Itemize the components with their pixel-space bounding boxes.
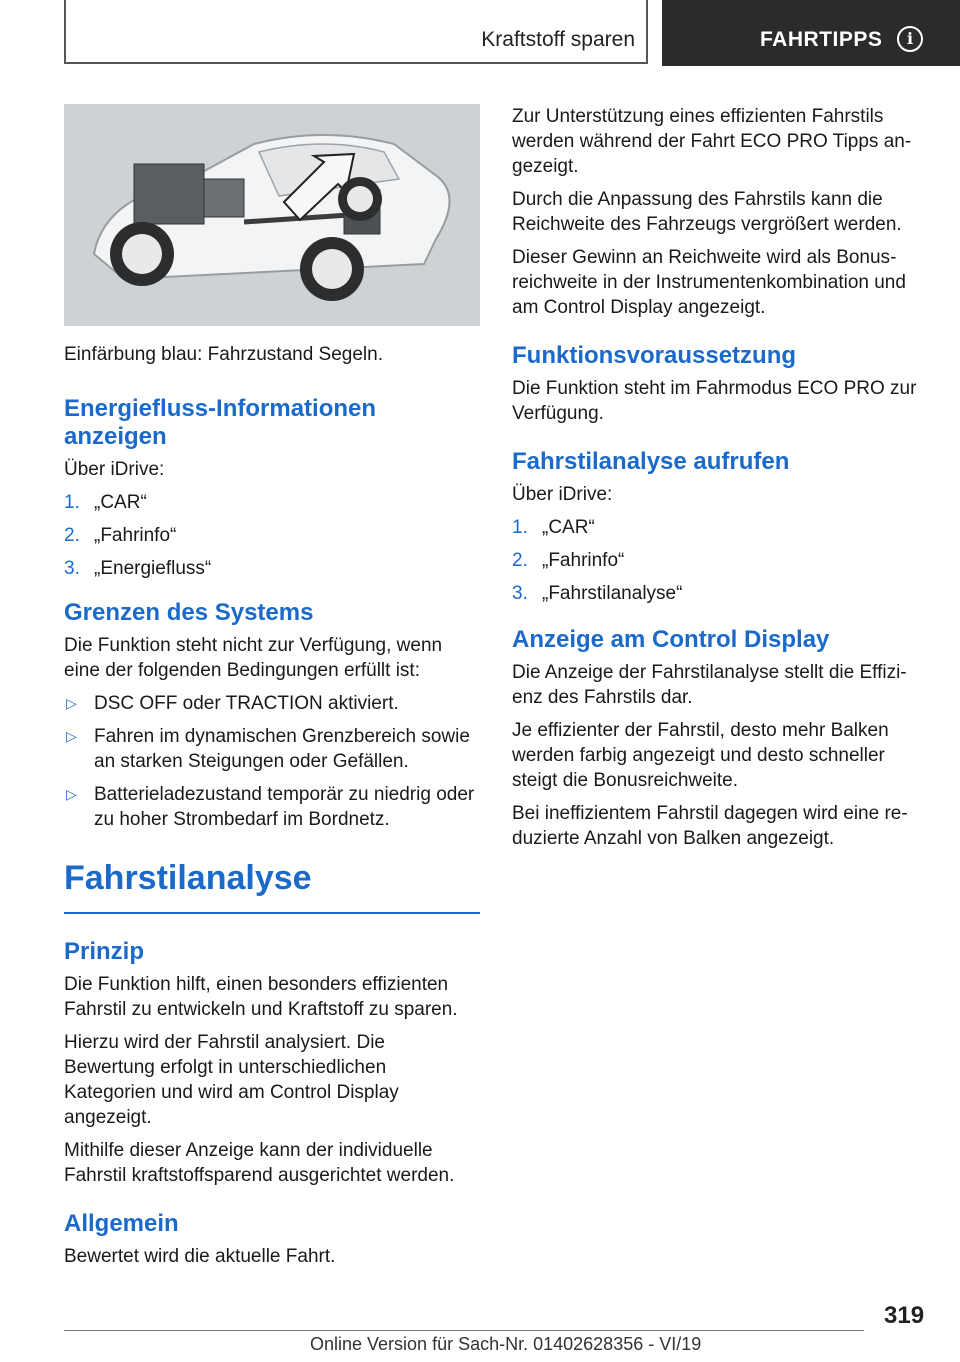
list-item [64,724,480,774]
step-number: 3. [64,558,80,579]
footer-divider [64,1330,864,1331]
energy-steps [64,490,480,581]
step-text: „CAR“ [542,517,595,538]
requirements-p1: Die Funktion steht im Fahrmodus ECO PRO zur Verfügung. [512,378,917,424]
intro-p2: Durch die Anpassung des Fahrstils kann die Reichweite des Fahrzeugs vergrößert werden. [512,189,902,235]
energy-heading: Energiefluss-Informationen anzeigen [64,395,377,450]
info-icon: i [897,26,923,52]
step-text: „Fahrinfo“ [94,525,177,546]
footer-text: Online Version für Sach-Nr. 01402628356 - VI/19 [310,1334,702,1354]
step-number: 2. [512,550,528,571]
principle-p3: Mithilfe dieser Anzeige kann der individuelle Fahrstil kraftstoffsparend ausgerichtet werden. [64,1140,455,1186]
call-steps [512,515,924,606]
list-item [512,581,924,606]
step-text: „CAR“ [94,492,147,513]
list-item [512,548,924,573]
main-heading-block [64,858,480,914]
principle-p2: Hierzu wird der Fahrstil analysiert. Die Bewertung erfolgt in unterschiedlichen Kategorien und wird am Control Display angezeigt. [64,1032,399,1128]
bullet-text: Fahren im dynamischen Grenzbereich sowie an starken Steigungen oder Gefällen. [94,726,470,772]
chapter-bar [662,0,960,66]
list-item [64,691,480,716]
step-number: 2. [64,525,80,546]
left-column [64,104,480,1277]
call-intro: Über iDrive: [512,484,613,505]
list-item [64,490,480,515]
limits-intro: Die Funktion steht nicht zur Verfügung, wenn eine der folgenden Bedingungen erfüllt ist: [64,635,443,681]
image-caption: Einfärbung blau: Fahrzustand Segeln. [64,344,383,365]
limits-bullets [64,691,480,832]
display-p2: Je effizienter der Fahrstil, desto mehr Balken werden farbig angezeigt und desto schneller steigt die Bonusreichweite. [512,720,889,791]
chapter-title: FAHRTIPPS [760,28,883,51]
display-p1: Die Anzeige der Fahrstilanalyse stellt die Effizienz des Fahrstils dar. [512,662,907,708]
page-header [0,0,960,66]
step-text: „Fahrstilanalyse“ [542,583,683,604]
main-heading: Fahrstilanalyse [64,859,312,897]
triangle-bullet-icon: ▷ [66,786,77,802]
bullet-text: DSC OFF oder TRACTION aktiviert. [94,693,399,714]
section-title: Kraftstoff sparen [481,28,635,51]
car-illustration [64,104,480,326]
display-p3: Bei ineffizientem Fahrstil dagegen wird eine reduzierte Anzahl von Balken angezeigt. [512,803,908,849]
general-p1: Bewertet wird die aktuelle Fahrt. [64,1246,336,1267]
bullet-text: Batterieladezustand temporär zu niedrig oder zu hoher Strombedarf im Bordnetz. [94,784,475,830]
step-number: 1. [512,517,528,538]
triangle-bullet-icon: ▷ [66,728,77,744]
limits-heading: Grenzen des Systems [64,599,314,626]
step-number: 1. [64,492,80,513]
intro-p3: Dieser Gewinn an Reichweite wird als Bonusreichweite in der Instrumentenkombination und am Control Display angezeigt. [512,247,906,318]
energy-intro: Über iDrive: [64,459,165,480]
list-item [64,523,480,548]
page-number: 319 [884,1302,925,1329]
list-item [64,556,480,581]
list-item [512,515,924,540]
call-heading: Fahrstilanalyse aufrufen [512,448,790,475]
general-heading: Allgemein [64,1210,179,1237]
triangle-bullet-icon: ▷ [66,695,77,711]
principle-heading: Prinzip [64,938,145,965]
car-drivetrain-drawing [64,104,480,326]
right-column [512,104,924,859]
principle-p1: Die Funktion hilft, einen besonders effizienten Fahrstil zu entwickeln und Kraftstoff zu sparen. [64,974,458,1020]
requirements-heading: Funktionsvoraussetzung [512,342,797,369]
intro-p1: Zur Unterstützung eines effizienten Fahrstils werden während der Fahrt ECO PRO Tipps angezeigt. [512,106,912,177]
display-heading: Anzeige am Control Display [512,626,830,653]
step-number: 3. [512,583,528,604]
step-text: „Energiefluss“ [94,558,212,579]
step-text: „Fahrinfo“ [542,550,625,571]
list-item [64,782,480,832]
